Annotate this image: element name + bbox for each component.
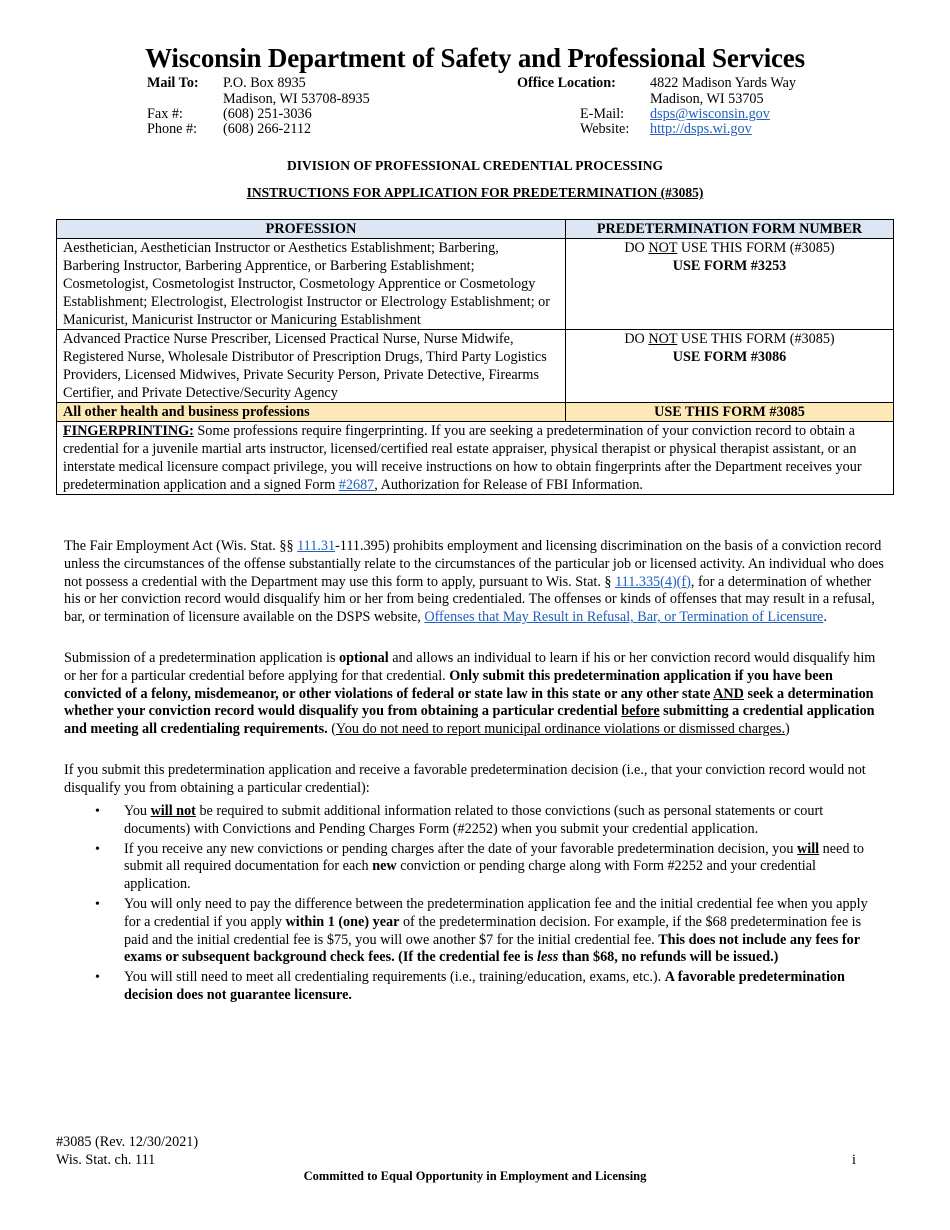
- profession-cell: All other health and business professions: [57, 403, 566, 422]
- form-revision: #3085 (Rev. 12/30/2021): [56, 1134, 199, 1150]
- mail-to-address: P.O. Box 8935 Madison, WI 53708-8935: [223, 75, 370, 107]
- profession-table: [56, 219, 894, 495]
- benefits-list: [64, 803, 886, 1007]
- instructions-heading: INSTRUCTIONS FOR APPLICATION FOR PREDETERMINATION (#3085): [246, 185, 704, 200]
- page-title: Wisconsin Department of Safety and Professional Services: [145, 43, 805, 73]
- table-header-row: [57, 220, 894, 239]
- submission-paragraph: Submission of a predetermination application is optional and allows an individual to learn if his or her conviction record would disqualify him or her for a particular credential before applying for that credential. Only submit this predetermination application if you have been convicted of a felony, misdemeanor, or other violations of federal or state law in this state or any other state AND seek a determination whether your conviction record would disqualify you from obtaining a particular credential before submitting a credential application and meeting all credentialing requirements. (You do not need to report municipal ordinance violations or dismissed charges.): [64, 650, 876, 738]
- offenses-link[interactable]: Offenses that May Result in Refusal, Bar, or Termination of Licensure: [424, 609, 824, 626]
- phone-value: (608) 266-2112: [223, 121, 312, 137]
- profession-cell: Advanced Practice Nurse Prescriber, Licensed Practical Nurse, Nurse Midwife, Registered Nurse, Wholesale Distributor of Prescription Drugs, Third Party Logistics Providers, Licensed Midwives, Private Security Person, Private Detective, Firearms Certifier, and Private Detective/Security Agency: [57, 330, 566, 403]
- email-link[interactable]: dsps@wisconsin.gov: [650, 106, 770, 122]
- footer-tagline: Committed to Equal Opportunity in Employment and Licensing: [303, 1169, 647, 1183]
- email-label: E-Mail:: [580, 106, 625, 122]
- column-header-form-number: PREDETERMINATION FORM NUMBER: [566, 220, 894, 239]
- column-header-profession: PROFESSION: [57, 220, 566, 239]
- list-item: • You will only need to pay the difference between the predetermination application fee and the initial credential fee when you apply for a credential if you apply within 1 (one) year of the predetermination decision. For example, if the $68 predetermination fee is paid and the initial credential fee is $75, you will owe another $7 for the initial credential fee. This does not include any fees for exams or subsequent background check fees. (If the credential fee is less than $68, no refunds will be issued.): [64, 896, 886, 967]
- statute-reference: Wis. Stat. ch. 111: [56, 1152, 156, 1168]
- form-2687-link[interactable]: #2687: [338, 477, 375, 493]
- profession-cell: Aesthetician, Aesthetician Instructor or Aesthetics Establishment; Barbering, Barbering Instructor, Barbering Apprentice, or Barbering Establishment; Cosmetologist, Cosmetologist Instructor, Cosmetology Apprentice or Cosmetology Establishment; Electrologist, Electrologist Instructor or Electrology Establishment; or Manicurist, Manicurist Instructor or Manicuring Establishment: [57, 239, 566, 330]
- form-number-cell: USE THIS FORM #3085: [566, 403, 894, 422]
- list-item: • You will not be required to submit additional information related to those convictions (such as personal statements or court documents) with Convictions and Pending Charges Form (#2252) when you submit your credential application.: [64, 803, 886, 839]
- office-address: 4822 Madison Yards Way Madison, WI 53705: [650, 75, 796, 107]
- favorable-decision-paragraph: If you submit this predetermination application and receive a favorable predetermination decision (i.e., that your conviction record would not disqualify you from obtaining a particular credential):: [64, 762, 866, 796]
- office-location-label: Office Location:: [517, 75, 616, 91]
- table-row: [57, 330, 894, 403]
- statute-111-335-link[interactable]: 111.335(4)(f): [615, 573, 691, 590]
- mail-to-label: Mail To:: [147, 75, 199, 91]
- fingerprinting-note: FINGERPRINTING: Some professions require fingerprinting. If you are seeking a predetermination of your conviction record to obtain a credential for a juvenile martial arts instructor, licensed/certified real estate appraiser, physical therapist or physical therapist assistant, or an interstate medical licensure compact privilege, you will receive instructions on how to obtain fingerprints after the Department receives your predetermination application and a signed Form #2687, Authorization for Release of FBI Information.: [57, 422, 894, 495]
- website-link[interactable]: http://dsps.wi.gov: [650, 121, 752, 137]
- table-row-highlight: [57, 403, 894, 422]
- statute-111-31-link[interactable]: 111.31: [297, 538, 336, 554]
- form-number-cell: DO NOT USE THIS FORM (#3085) USE FORM #3253: [566, 239, 894, 330]
- fingerprinting-row: [57, 422, 894, 495]
- fax-value: (608) 251-3036: [223, 106, 312, 122]
- form-number-cell: DO NOT USE THIS FORM (#3085) USE FORM #3086: [566, 330, 894, 403]
- table-row: [57, 239, 894, 330]
- phone-label: Phone #:: [147, 121, 198, 137]
- list-item: • You will still need to meet all credentialing requirements (i.e., training/education, exams, etc.). A favorable predetermination decision does not guarantee licensure.: [64, 969, 886, 1005]
- page-number: i: [852, 1152, 856, 1168]
- website-label: Website:: [580, 121, 630, 137]
- list-item: • If you receive any new convictions or pending charges after the date of your favorable predetermination decision, you will need to submit all required documentation for each new conviction or pending charge along with Form #2252 and your credential application.: [64, 841, 886, 894]
- division-heading: DIVISION OF PROFESSIONAL CREDENTIAL PROCESSING: [286, 158, 664, 173]
- fair-employment-paragraph: The Fair Employment Act (Wis. Stat. §§ 111.31-111.395) prohibits employment and licensing discrimination on the basis of a conviction record unless the circumstances of the offense substantially relate to the circumstances of the particular job or licensed activity. An individual who does not possess a credential with the Department may use this form to apply, pursuant to Wis. Stat. § 111.335(4)(f), for a determination of whether his or her conviction record would disqualify him or her from being credentialed. The offenses or kinds of offenses that may result in a refusal, bar, or termination of licensure available on the DSPS website, Offenses that May Result in Refusal, Bar, or Termination of Licensure.: [64, 538, 884, 626]
- fax-label: Fax #:: [147, 106, 183, 122]
